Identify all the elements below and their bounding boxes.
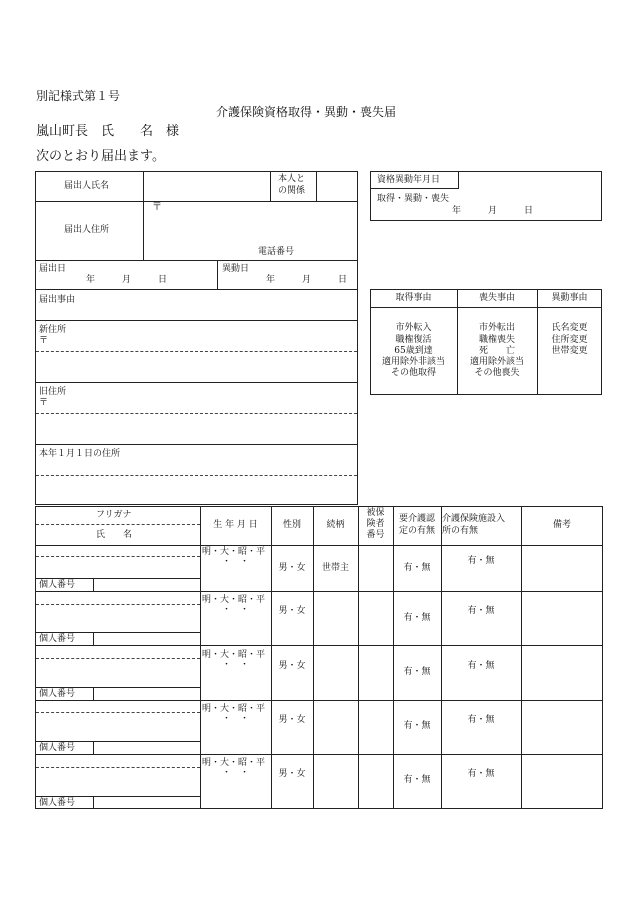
applicant-address-label: 届出人住所 (64, 225, 110, 235)
acquire-reason-item: 65歳到達 (394, 346, 433, 356)
row-id-label: 個人番号 (39, 634, 76, 644)
row-sex: 男・女 (278, 606, 306, 616)
relation-header: 続柄 (326, 520, 345, 530)
lose-reason-item: 適用除外該当 (469, 357, 524, 367)
new-address-postal-mark: 〒 (39, 336, 49, 346)
form-number: 別記様式第１号 (36, 89, 121, 103)
row-era: 明・大・昭・平 (202, 704, 266, 714)
row-date-dots: ・ ・ (221, 557, 249, 567)
row-date-dots: ・ ・ (221, 605, 249, 615)
row-facility: 有・無 (467, 606, 495, 616)
row-care: 有・無 (403, 667, 431, 677)
acquire-reason-item: 適用除外非該当 (381, 357, 445, 367)
row-sex: 男・女 (278, 661, 306, 671)
row-facility: 有・無 (467, 556, 495, 566)
intro-text: 次のとおり届出ます。 (36, 149, 165, 164)
row-care: 有・無 (403, 721, 431, 731)
old-address-postal-mark: 〒 (39, 398, 49, 408)
facility-header-2: 所の有無 (442, 526, 479, 536)
name-header: 氏 名 (96, 530, 133, 540)
acquire-reason-item: その他取得 (390, 368, 436, 378)
qualification-date-label: 資格異動年月日 (377, 175, 441, 185)
row-sex: 男・女 (278, 563, 306, 573)
row-era: 明・大・昭・平 (202, 595, 266, 605)
care-cert-header-1: 要介護認 (398, 514, 435, 524)
insured-number-header-1: 被保 (366, 508, 385, 518)
acquire-reason-item: 市外転入 (395, 323, 432, 333)
phone-label: 電話番号 (258, 247, 295, 257)
facility-header-1: 介護保険施設入 (442, 514, 506, 524)
row-id-label: 個人番号 (39, 798, 76, 808)
form-title: 介護保険資格取得・異動・喪失届 (216, 105, 397, 119)
old-address-label: 旧住所 (39, 387, 67, 397)
qualification-date-ymd: 年 月 日 (452, 206, 534, 216)
row-relation: 世帯主 (321, 563, 349, 573)
row-date-dots: ・ ・ (221, 660, 249, 670)
filing-date-ymd: 年 月 日 (86, 275, 168, 285)
row-id-label: 個人番号 (39, 689, 76, 699)
applicant-name-label: 届出人氏名 (64, 181, 110, 191)
furigana-header: フリガナ (96, 510, 132, 520)
change-reason-item: 世帯変更 (551, 346, 588, 356)
lose-reason-item: その他喪失 (474, 368, 520, 378)
lose-reason-item: 死 亡 (478, 346, 515, 356)
lose-reason-header: 喪失事由 (478, 293, 515, 303)
postal-mark: 〒 (152, 202, 162, 213)
row-facility: 有・無 (467, 769, 495, 779)
change-date-label: 異動日 (222, 264, 250, 274)
row-date-dots: ・ ・ (221, 768, 249, 778)
reason-label: 届出事由 (39, 295, 76, 305)
insured-number-header-2: 険者 (366, 519, 385, 529)
row-era: 明・大・昭・平 (202, 758, 266, 768)
change-reason-header: 異動事由 (551, 293, 588, 303)
sex-header: 性別 (282, 520, 301, 530)
new-address-label: 新住所 (39, 325, 67, 335)
addressee: 嵐山町長 氏 名 様 (36, 124, 180, 139)
birthdate-header: 生 年 月 日 (213, 520, 258, 530)
row-era: 明・大・昭・平 (202, 650, 266, 660)
relation-label-1: 本人と (278, 174, 306, 184)
row-care: 有・無 (403, 775, 431, 785)
row-care: 有・無 (403, 563, 431, 573)
insured-number-header-3: 番号 (366, 530, 385, 540)
care-cert-header-2: 定の有無 (398, 526, 435, 536)
acquire-reason-header: 取得事由 (395, 293, 432, 303)
lose-reason-item: 市外転出 (478, 323, 515, 333)
change-date-ymd: 年 月 日 (266, 275, 348, 285)
row-care: 有・無 (403, 613, 431, 623)
row-facility: 有・無 (467, 661, 495, 671)
row-date-dots: ・ ・ (221, 714, 249, 724)
row-sex: 男・女 (278, 769, 306, 779)
row-era: 明・大・昭・平 (202, 547, 266, 557)
remarks-header: 備考 (552, 520, 571, 530)
lose-reason-item: 職権喪失 (478, 335, 515, 345)
relation-label-2: の関係 (278, 186, 306, 196)
change-reason-item: 氏名変更 (551, 323, 588, 333)
row-facility: 有・無 (467, 715, 495, 725)
acquire-reason-item: 職権復活 (395, 335, 432, 345)
filing-date-label: 届出日 (39, 264, 67, 274)
qualification-type-label: 取得・異動・喪失 (377, 194, 450, 204)
row-id-label: 個人番号 (39, 743, 76, 753)
row-id-label: 個人番号 (39, 580, 76, 590)
change-reason-item: 住所変更 (551, 335, 588, 345)
jan1-address-label: 本年１月１日の住所 (39, 449, 121, 459)
row-sex: 男・女 (278, 715, 306, 725)
